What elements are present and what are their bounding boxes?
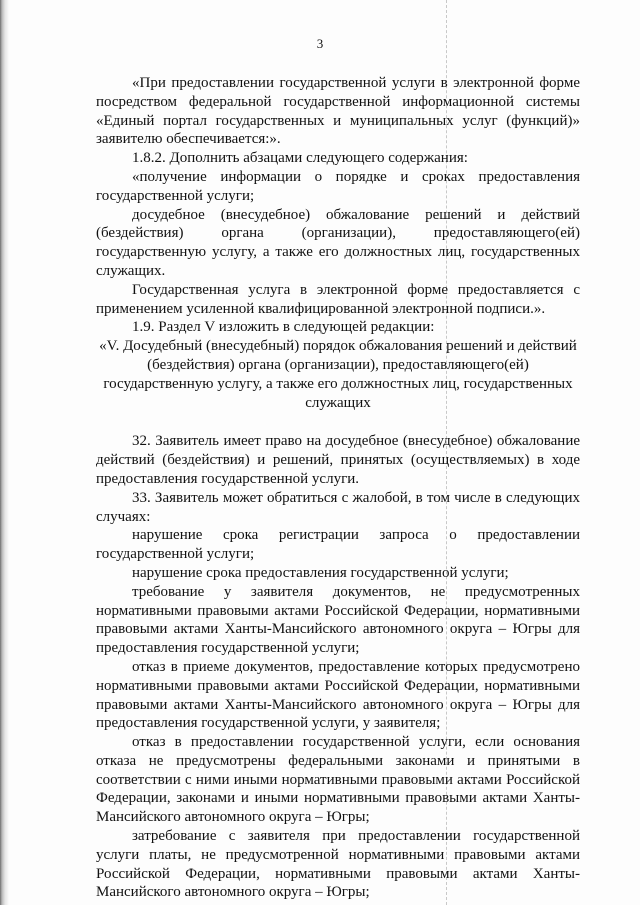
case-refusal-acceptance: отказ в приеме документов, предоставление которых предусмотрено нормативными правовыми актами Российской Федерации, нормативными правовыми актами Ханты-Мансийского автономного округа – Югры для предоставления государственной услуги, у заявителя; xyxy=(96,658,580,732)
paragraph-electronic-form-intro: «При предоставлении государственной услуги в электронной форме посредством федеральной государственной информационной системы «Единый портал государственных и муниципальных услуг (функций)» заявителю обеспечивается:». xyxy=(96,75,580,148)
paragraph-pretrial-appeal: досудебное (внесудебное) обжалование решений и действий (бездействия) органа (организации), предоставляющего(ей) государственную услугу, а также его должностных лиц, государственных служащих. xyxy=(96,206,580,279)
case-unlawful-fee: затребование с заявителя при предоставлении государственной услуги платы, не предусмотренной нормативными правовыми актами Российской Федерации, нормативными правовыми актами Ханты-Мансийского автономного округа – Югры; xyxy=(96,828,580,901)
section-v-heading: «V. Досудебный (внесудебный) порядок обжалования решений и действий (бездействия) органа (организации), предоставляющего(ей) государственную услугу, а также его должностных лиц, государственных служащих xyxy=(99,338,577,411)
case-service-deadline: нарушение срока предоставления государственной услуги; xyxy=(132,564,509,581)
item-32: 32. Заявитель имеет право на досудебное (внесудебное) обжалование действий (бездействия) и решений, принятых (осуществляемых) в ходе предоставления государственной услуги. xyxy=(96,433,580,487)
case-refusal-service: отказ в предоставлении государственной услуги, если основания отказа не предусмотрены федеральными законами и принятыми в соответствии с ними иными нормативными правовыми актами Российской Федерации, законами и иными нормативными правовыми актами Ханты-Мансийского автономного округа – Югры; xyxy=(96,734,580,826)
scan-edge-shadow xyxy=(0,0,9,905)
item-33: 33. Заявитель может обратиться с жалобой, в том числе в следующих случаях: xyxy=(96,489,580,525)
case-extra-documents: требование у заявителя документов, не предусмотренных нормативными правовыми актами Российской Федерации, нормативными правовыми актами Ханты-Мансийского автономного округа – Югры для предоставления государственной услуги; xyxy=(96,583,580,657)
paragraph-1-8-2: 1.8.2. Дополнить абзацами следующего содержания: xyxy=(132,150,468,167)
paragraph-electronic-signature: Государственная услуга в электронной форме предоставляется с применением усиленной квалифицированной электронной подписи.». xyxy=(96,281,580,317)
case-registration-deadline: нарушение срока регистрации запроса о предоставлении государственной услуги; xyxy=(96,527,580,563)
page-number: 3 xyxy=(316,36,324,51)
document-body xyxy=(96,74,580,902)
paragraph-info-receipt: «получение информации о порядке и сроках предоставления государственной услуги; xyxy=(96,168,580,204)
paragraph-1-9: 1.9. Раздел V изложить в следующей редакции: xyxy=(132,319,435,336)
